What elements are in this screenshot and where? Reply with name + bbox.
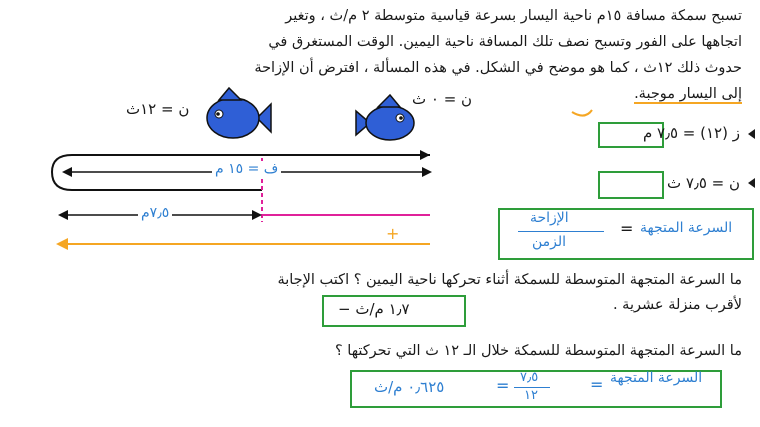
displacement-note: ز (١٢) = ٧٫٥ م [642, 124, 740, 142]
formula-fraction-bar [518, 231, 604, 232]
problem-line-2: اتجاهها على الفور وتسبح نصف تلك المسافة ناحية اليمين. الوقت المستغرق في [268, 34, 742, 50]
positive-sign: + [386, 224, 400, 243]
problem-line-4-text: إلى اليسار موجبة. [634, 86, 742, 102]
path-arrowhead [420, 150, 430, 160]
question2-calc-eq2: = [496, 376, 510, 395]
time-start-label: ن = ٠ ث [412, 90, 473, 108]
time-note: ن = ٧٫٥ ث [667, 174, 740, 192]
question1-answer: − ١٫٧ م/ث [338, 300, 410, 318]
question2-calc-eq: = [590, 375, 604, 394]
formula-eq: = [620, 219, 634, 238]
bullet-icon [748, 129, 755, 139]
formula-denominator: الزمن [532, 234, 567, 250]
question2-calc-numerator: ٧٫٥ [520, 370, 539, 385]
problem-line-1: تسبح سمكة مسافة ١٥م ناحية اليسار بسرعة قياسية متوسطة ٢ م/ث ، وتغير [285, 8, 742, 24]
distance-label: ف = ١٥ م [212, 161, 281, 177]
time-end-label: ن = ١٢ث [126, 100, 190, 118]
half-distance-label: ٧٫٥م [138, 205, 172, 221]
question2-line-1: ما السرعة المتجهة المتوسطة للسمكة خلال الـ ١٢ ث التي تحركتها ؟ [334, 343, 742, 359]
bullet-icon [748, 178, 755, 188]
question2-calc-lhs: السرعة المتجهة [610, 370, 703, 386]
formula-numerator: الإزاحة [530, 210, 569, 226]
question1-line-1: ما السرعة المتجهة المتوسطة للسمكة أثناء تحركها ناحية اليمين ؟ اكتب الإجابة [277, 272, 742, 288]
problem-line-3: حدوث ذلك ١٢ث ، كما هو موضح في الشكل. في هذه المسألة ، افترض أن الإزاحة [254, 60, 742, 76]
question2-answer: ٠٫٦٢٥ م/ث [374, 378, 445, 396]
fish-end-icon [207, 88, 271, 138]
question2-calc-denominator: ١٢ [524, 388, 538, 403]
question1-line-2: لأقرب منزلة عشرية . [612, 297, 742, 313]
fish-start-icon [356, 95, 414, 140]
formula-lhs: السرعة المتجهة [640, 220, 733, 236]
